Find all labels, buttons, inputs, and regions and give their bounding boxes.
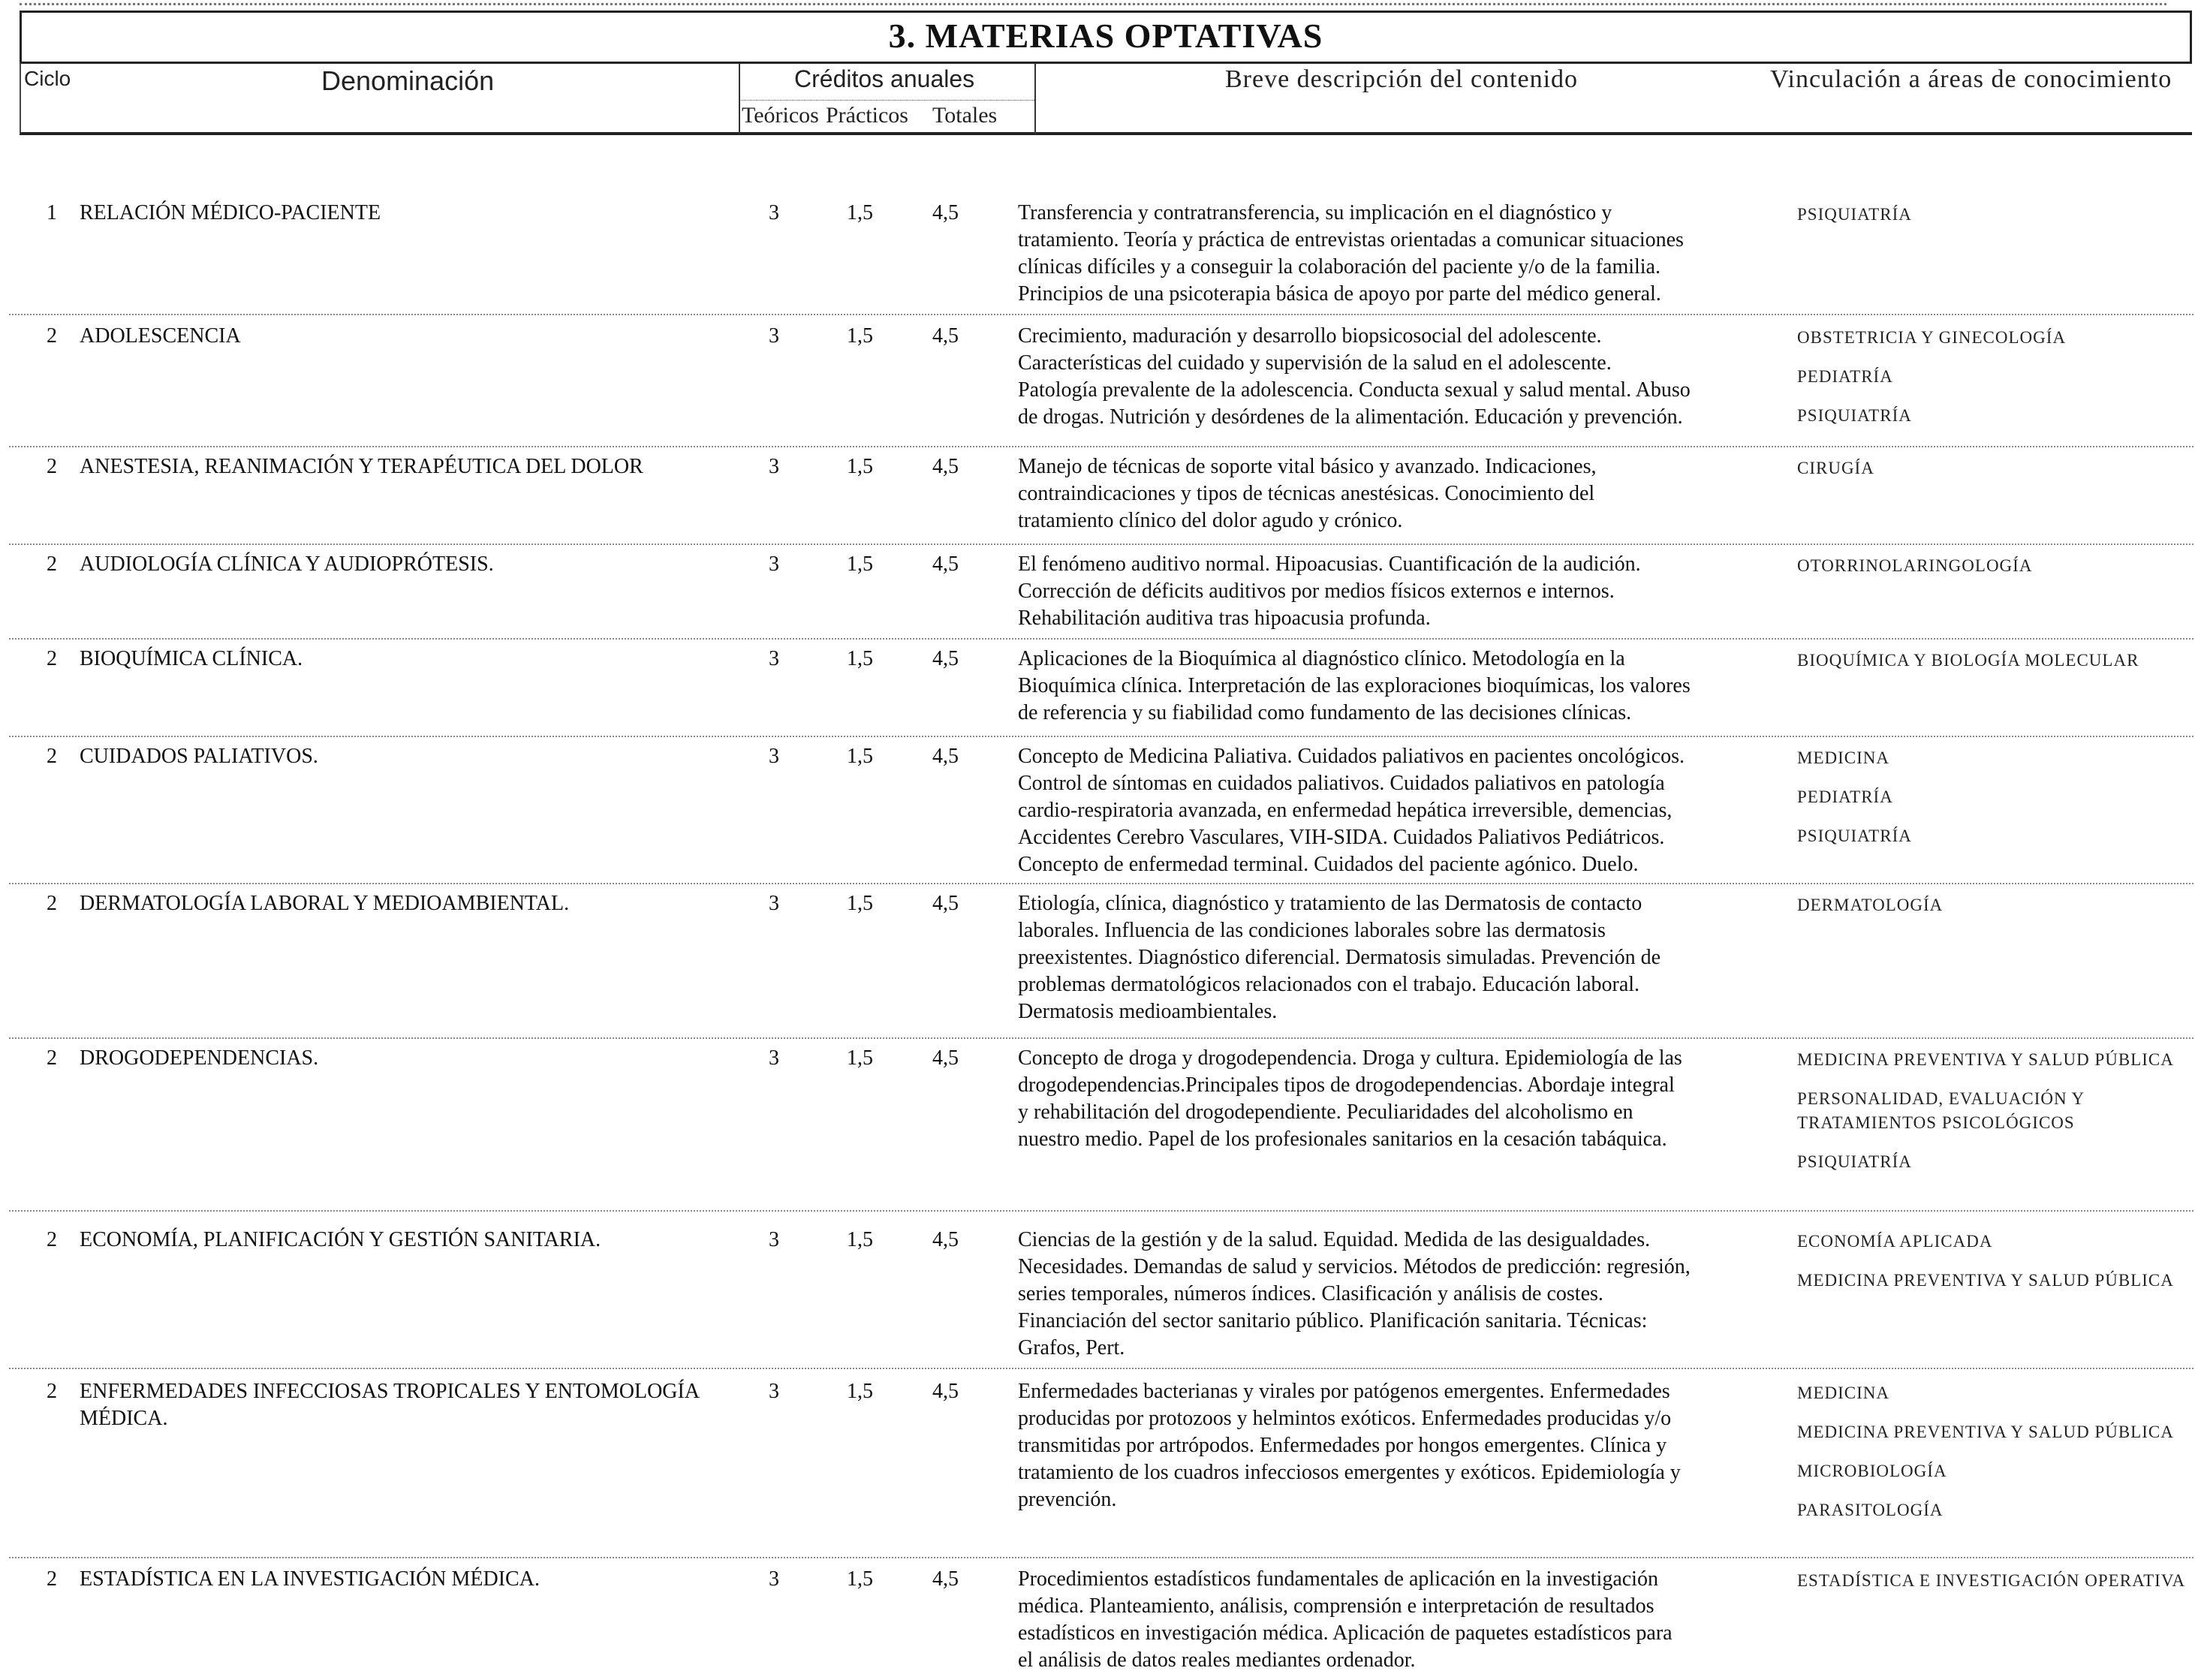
row-areas [1797, 456, 2187, 495]
description-line: de drogas. Nutrición y desórdenes de la alimentación. Educación y prevención. [1018, 405, 1683, 429]
area-item: PSIQUIATRÍA [1797, 1152, 1912, 1171]
row-ciclo: 2 [47, 1046, 57, 1070]
row-totales: 4,5 [932, 324, 959, 348]
header-practicos: Prácticos [826, 103, 908, 128]
row-totales: 4,5 [932, 1567, 959, 1591]
description-line: tratamiento clínico del dolor agudo y crónico. [1018, 509, 1403, 532]
row-descripcion [1018, 646, 1746, 727]
description-line: estadísticos en investigación médica. Aplicación de paquetes estadísticos para [1018, 1621, 1673, 1645]
description-line: Concepto de droga y drogodependencia. Droga y cultura. Epidemiología de las [1018, 1046, 1682, 1070]
description-line: series temporales, números índices. Clasificación y análisis de costes. [1018, 1282, 1603, 1305]
row-practicos: 1,5 [847, 1380, 873, 1403]
description-line: Patología prevalente de la adolescencia. Conducta sexual y salud mental. Abuso [1018, 378, 1691, 402]
row-practicos: 1,5 [847, 201, 873, 224]
description-line: Manejo de técnicas de soporte vital básico y avanzado. Indicaciones, [1018, 455, 1597, 478]
row-ciclo: 2 [47, 324, 57, 348]
row-separator [9, 883, 2193, 884]
row-descripcion [1018, 1045, 1746, 1153]
area-item: CIRUGÍA [1797, 459, 1874, 477]
area-item: MICROBIOLOGÍA [1797, 1462, 1947, 1480]
description-line: laborales. Influencia de las condiciones laborales sobre las dermatosis [1018, 919, 1606, 942]
row-denominacion: ECONOMÍA, PLANIFICACIÓN Y GESTIÓN SANITARIA. [80, 1228, 601, 1251]
row-descripcion [1018, 453, 1746, 534]
description-line: Ciencias de la gestión y de la salud. Equidad. Medida de las desigualdades. [1018, 1228, 1651, 1251]
description-line: Corrección de déficits auditivos por medios físicos externos e internos. [1018, 580, 1615, 603]
description-line: El fenómeno auditivo normal. Hipoacusias. Cuantificación de la audición. [1018, 552, 1641, 576]
row-ciclo: 2 [47, 892, 57, 915]
row-practicos: 1,5 [847, 647, 873, 670]
row-ciclo: 2 [47, 455, 57, 478]
description-line: drogodependencias.Principales tipos de drogodependencias. Abordaje integral [1018, 1073, 1675, 1097]
row-ciclo: 2 [47, 552, 57, 576]
row-denominacion: AUDIOLOGÍA CLÍNICA Y AUDIOPRÓTESIS. [80, 552, 494, 576]
row-descripcion [1018, 1227, 1746, 1362]
row-descripcion [1018, 1378, 1746, 1513]
row-denominacion: BIOQUÍMICA CLÍNICA. [80, 647, 303, 670]
row-practicos: 1,5 [847, 455, 873, 478]
row-ciclo: 1 [47, 201, 57, 224]
description-line: Transferencia y contratransferencia, su implicación en el diagnóstico y [1018, 201, 1612, 224]
row-teoricos: 3 [769, 552, 779, 576]
description-line: nuestro medio. Papel de los profesionales sanitarios en la cesación tabáquica. [1018, 1128, 1667, 1151]
description-line: médica. Planteamiento, análisis, comprensión e interpretación de resultados [1018, 1594, 1655, 1618]
row-areas [1797, 554, 2187, 593]
description-line: Aplicaciones de la Bioquímica al diagnóstico clínico. Metodología en la [1018, 647, 1625, 670]
description-line: y rehabilitación del drogodependiente. Peculiaridades del alcoholismo en [1018, 1100, 1633, 1124]
row-practicos: 1,5 [847, 892, 873, 915]
row-totales: 4,5 [932, 455, 959, 478]
description-line: Concepto de Medicina Paliativa. Cuidados paliativos en pacientes oncológicos. [1018, 745, 1685, 768]
area-item: DERMATOLOGÍA [1797, 896, 1944, 914]
row-denominacion: DERMATOLOGÍA LABORAL Y MEDIOAMBIENTAL. [80, 892, 570, 915]
description-line: contraindicaciones y tipos de técnicas anestésicas. Conocimiento del [1018, 482, 1595, 505]
table-header [20, 62, 2192, 135]
description-line: de referencia y su fiabilidad como fundamento de las decisiones clínicas. [1018, 701, 1632, 724]
description-line: prevención. [1018, 1488, 1117, 1511]
row-practicos: 1,5 [847, 324, 873, 348]
description-line: Principios de una psicoterapia básica de apoyo por parte del médico general. [1018, 282, 1661, 306]
description-line: Control de síntomas en cuidados paliativos. Cuidados paliativos en patología [1018, 772, 1665, 795]
row-separator [9, 314, 2193, 315]
top-border-dots [20, 3, 2166, 5]
row-practicos: 1,5 [847, 1228, 873, 1251]
row-teoricos: 3 [769, 745, 779, 768]
header-totales: Totales [932, 103, 998, 128]
area-item: BIOQUÍMICA Y BIOLOGÍA MOLECULAR [1797, 651, 2139, 670]
row-areas [1797, 1569, 2187, 1608]
row-teoricos: 3 [769, 892, 779, 915]
row-separator [9, 1037, 2193, 1039]
row-areas [1797, 1048, 2187, 1189]
row-descripcion [1018, 323, 1746, 431]
row-descripcion [1018, 1566, 1746, 1674]
row-separator [9, 736, 2193, 737]
area-item: MEDICINA PREVENTIVA Y SALUD PÚBLICA [1797, 1050, 2174, 1069]
row-descripcion [1018, 890, 1746, 1025]
row-teoricos: 3 [769, 647, 779, 670]
header-ciclo: Ciclo [24, 67, 71, 90]
row-separator [9, 1210, 2193, 1212]
row-ciclo: 2 [47, 647, 57, 670]
row-teoricos: 3 [769, 1046, 779, 1070]
area-item: MEDICINA PREVENTIVA Y SALUD PÚBLICA [1797, 1423, 2174, 1441]
area-item: PSIQUIATRÍA [1797, 205, 1912, 224]
row-denominacion: DROGODEPENDENCIAS. [80, 1046, 319, 1070]
area-item: PSIQUIATRÍA [1797, 826, 1912, 845]
row-separator [9, 543, 2193, 545]
area-item: PERSONALIDAD, EVALUACIÓN Y TRATAMIENTOS PSICOLÓGICOS [1797, 1089, 2085, 1132]
row-totales: 4,5 [932, 1380, 959, 1403]
row-descripcion [1018, 551, 1746, 632]
row-descripcion [1018, 743, 1746, 878]
description-line: cardio-respiratoria avanzada, en enfermedad hepática irreversible, demencias, [1018, 799, 1673, 822]
title-box [20, 11, 2192, 63]
area-item: PEDIATRÍA [1797, 367, 1893, 386]
description-line: transmitidas por artrópodos. Enfermedades por hongos emergentes. Clínica y [1018, 1434, 1667, 1457]
row-totales: 4,5 [932, 201, 959, 224]
area-item: OBSTETRICIA Y GINECOLOGÍA [1797, 328, 2067, 347]
header-denominacion: Denominación [321, 65, 495, 96]
row-areas [1797, 893, 2187, 932]
row-practicos: 1,5 [847, 745, 873, 768]
row-denominacion: ENFERMEDADES INFECCIOSAS TROPICALES Y ENTOMOLOGÍA MÉDICA. [80, 1380, 699, 1430]
area-item: PARASITOLOGÍA [1797, 1501, 1944, 1519]
header-credits-divider [739, 100, 1034, 101]
row-ciclo: 2 [47, 1380, 57, 1403]
header-descripcion: Breve descripción del contenido [1225, 65, 1579, 93]
row-teoricos: 3 [769, 1380, 779, 1403]
area-item: PSIQUIATRÍA [1797, 406, 1912, 425]
row-separator [9, 1368, 2193, 1369]
area-item: MEDICINA PREVENTIVA Y SALUD PÚBLICA [1797, 1271, 2174, 1290]
row-separator [9, 446, 2193, 447]
row-areas [1797, 326, 2187, 443]
description-line: problemas dermatológicos relacionados con el trabajo. Educación laboral. [1018, 973, 1640, 996]
row-denominacion: RELACIÓN MÉDICO-PACIENTE [80, 201, 381, 224]
area-item: MEDICINA [1797, 748, 1889, 767]
row-areas [1797, 203, 2187, 242]
header-teoricos: Teóricos [742, 103, 819, 128]
description-line: Bioquímica clínica. Interpretación de las exploraciones bioquímicas, los valores [1018, 674, 1691, 697]
row-denominacion: CUIDADOS PALIATIVOS. [80, 745, 318, 768]
row-denominacion: ESTADÍSTICA EN LA INVESTIGACIÓN MÉDICA. [80, 1567, 540, 1591]
row-teoricos: 3 [769, 324, 779, 348]
description-line: Rehabilitación auditiva tras hipoacusia profunda. [1018, 607, 1431, 630]
row-descripcion [1018, 200, 1746, 308]
area-item: ECONOMÍA APLICADA [1797, 1232, 1993, 1251]
row-practicos: 1,5 [847, 1046, 873, 1070]
row-teoricos: 3 [769, 201, 779, 224]
row-practicos: 1,5 [847, 552, 873, 576]
area-item: MEDICINA [1797, 1383, 1889, 1402]
row-totales: 4,5 [932, 892, 959, 915]
area-item: PEDIATRÍA [1797, 787, 1893, 806]
header-divider [739, 64, 740, 134]
row-denominacion: ANESTESIA, REANIMACIÓN Y TERAPÉUTICA DEL DOLOR [80, 455, 643, 478]
row-areas [1797, 649, 2187, 688]
description-line: tratamiento. Teoría y práctica de entrevistas orientadas a comunicar situaciones [1018, 228, 1684, 251]
row-ciclo: 2 [47, 745, 57, 768]
description-line: Financiación del sector sanitario público. Planificación sanitaria. Técnicas: [1018, 1309, 1648, 1332]
description-line: Características del cuidado y supervisión de la salud en el adolescente. [1018, 351, 1612, 375]
row-denominacion: ADOLESCENCIA [80, 324, 241, 348]
description-line: producidas por protozoos y helmintos exóticos. Enfermedades producidas y/o [1018, 1407, 1672, 1430]
row-practicos: 1,5 [847, 1567, 873, 1591]
row-ciclo: 2 [47, 1567, 57, 1591]
row-areas [1797, 746, 2187, 863]
row-totales: 4,5 [932, 1228, 959, 1251]
header-creditos: Créditos anuales [794, 65, 975, 92]
description-line: Grafos, Pert. [1018, 1336, 1125, 1359]
description-line: Accidentes Cerebro Vasculares, VIH-SIDA. Cuidados Paliativos Pediátricos. [1018, 826, 1665, 849]
description-line: Dermatosis medioambientales. [1018, 1000, 1278, 1023]
row-totales: 4,5 [932, 647, 959, 670]
row-separator [9, 638, 2193, 640]
header-divider [1034, 64, 1036, 134]
description-line: Crecimiento, maduración y desarrollo biopsicosocial del adolescente. [1018, 324, 1602, 348]
row-totales: 4,5 [932, 1046, 959, 1070]
description-line: preexistentes. Diagnóstico diferencial. Dermatosis simuladas. Prevención de [1018, 946, 1661, 969]
description-line: clínicas difíciles y a conseguir la colaboración del paciente y/o de la familia. [1018, 255, 1661, 278]
row-totales: 4,5 [932, 552, 959, 576]
area-item: ESTADÍSTICA E INVESTIGACIÓN OPERATIVA [1797, 1571, 2186, 1590]
area-item: OTORRINOLARINGOLOGÍA [1797, 556, 2033, 575]
description-line: tratamiento de los cuadros infecciosos emergentes y exóticos. Epidemiología y [1018, 1461, 1681, 1484]
description-line: el análisis de datos reales mediantes ordenador. [1018, 1648, 1416, 1672]
page-title: 3. MATERIAS OPTATIVAS [888, 17, 1323, 55]
row-totales: 4,5 [932, 745, 959, 768]
description-line: Procedimientos estadísticos fundamentales de aplicación en la investigación [1018, 1567, 1658, 1591]
row-ciclo: 2 [47, 1228, 57, 1251]
description-line: Enfermedades bacterianas y virales por patógenos emergentes. Enfermedades [1018, 1380, 1670, 1403]
row-teoricos: 3 [769, 1567, 779, 1591]
header-vinculacion: Vinculación a áreas de conocimiento [1770, 65, 2172, 93]
row-areas [1797, 1230, 2187, 1308]
description-line: Concepto de enfermedad terminal. Cuidados del paciente agónico. Duelo. [1018, 853, 1639, 876]
row-teoricos: 3 [769, 455, 779, 478]
row-areas [1797, 1381, 2187, 1537]
row-separator [9, 1557, 2193, 1558]
description-line: Etiología, clínica, diagnóstico y tratamiento de las Dermatosis de contacto [1018, 892, 1642, 915]
description-line: Necesidades. Demandas de salud y servicios. Métodos de predicción: regresión, [1018, 1255, 1691, 1278]
row-teoricos: 3 [769, 1228, 779, 1251]
